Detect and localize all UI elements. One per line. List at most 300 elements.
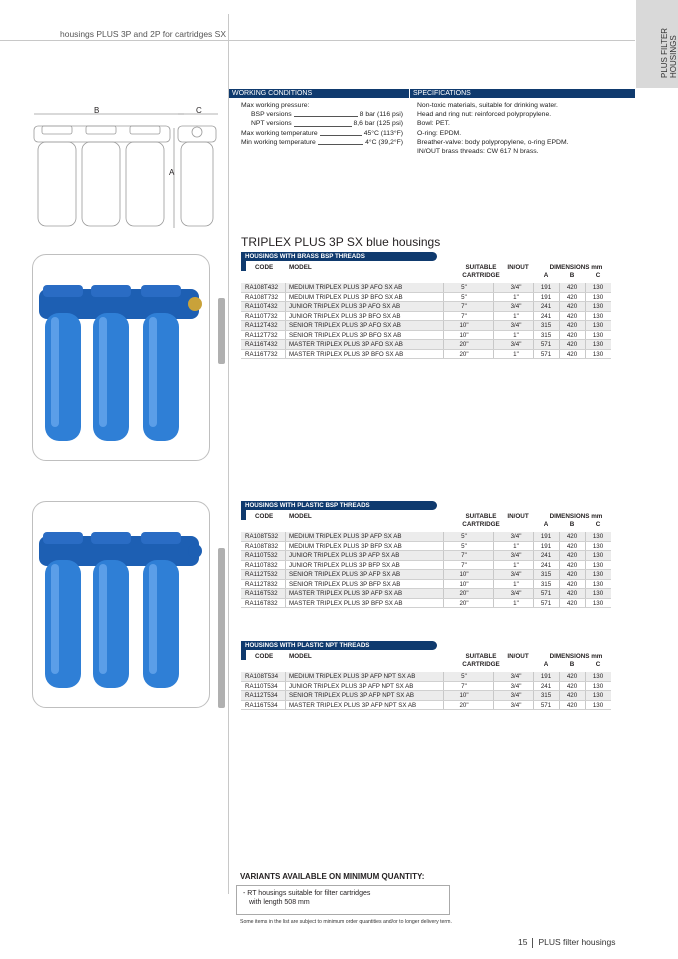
cell-separator <box>585 691 586 700</box>
cell-cartridge: 5" <box>461 284 467 291</box>
cell-dim-c: 130 <box>592 571 604 578</box>
variants-box <box>236 885 450 915</box>
col-code: CODE <box>255 513 274 520</box>
cell-separator <box>559 561 560 570</box>
col-b: B <box>569 521 575 528</box>
cell-separator <box>285 589 286 598</box>
variants-line1: - RT housings suitable for filter cartridges <box>243 890 371 897</box>
cell-dim-b: 420 <box>566 303 578 310</box>
cell-dim-c: 130 <box>592 552 604 559</box>
cell-model: SENIOR TRIPLEX PLUS 3P AFP SX AB <box>289 571 401 578</box>
col-code: CODE <box>255 264 274 271</box>
col-model: MODEL <box>289 264 312 271</box>
wc-line-1: BSP versions 8 bar (116 psi) <box>251 111 403 119</box>
column-divider <box>228 14 229 894</box>
cell-code: RA116T532 <box>245 590 278 597</box>
table-brass-bsp <box>241 252 611 359</box>
cell-code: RA116T534 <box>245 701 278 709</box>
cell-separator <box>285 691 286 700</box>
cell-inout: 1" <box>513 350 519 358</box>
spec-line: Bowl: PET. <box>417 120 450 128</box>
cell-dim-b: 420 <box>566 284 578 291</box>
col-cartridge-1: SUITABLE <box>465 653 497 660</box>
cell-dim-c: 130 <box>592 341 604 348</box>
table-row <box>241 589 611 599</box>
spec-line: Head and ring nut: reinforced polypropylene. <box>417 111 552 119</box>
cell-separator <box>285 599 286 608</box>
cell-model: MEDIUM TRIPLEX PLUS 3P AFP NPT SX AB <box>289 673 416 680</box>
cell-model: JUNIOR TRIPLEX PLUS 3P BFP SX AB <box>289 561 400 569</box>
cell-separator <box>493 589 494 598</box>
variants-line2: with length 508 mm <box>249 898 310 906</box>
col-a: A <box>543 521 549 528</box>
cell-cartridge: 20" <box>459 350 469 358</box>
cell-model: MASTER TRIPLEX PLUS 3P BFP SX AB <box>289 599 403 607</box>
table-row <box>241 293 611 303</box>
cell-dim-c: 130 <box>592 350 604 358</box>
cell-dim-c: 130 <box>592 284 604 291</box>
cell-separator <box>443 691 444 700</box>
table-row <box>241 312 611 322</box>
cell-separator <box>285 580 286 589</box>
cell-separator <box>533 321 534 330</box>
cell-separator <box>285 672 286 681</box>
col-cartridge-2: CARTRIDGE <box>462 521 500 528</box>
cell-inout: 3/4" <box>510 701 522 709</box>
triplex-housing-illustration <box>33 255 209 460</box>
cell-model: MASTER TRIPLEX PLUS 3P AFP NPT SX AB <box>289 701 417 709</box>
cell-separator <box>533 561 534 570</box>
cell-dim-b: 420 <box>566 692 578 699</box>
cell-separator <box>443 312 444 321</box>
col-c: C <box>595 521 601 528</box>
cell-cartridge: 7" <box>461 303 467 310</box>
cell-dim-b: 420 <box>566 590 578 597</box>
cell-inout: 1" <box>513 331 519 339</box>
cell-dim-c: 130 <box>592 599 604 607</box>
cell-model: SENIOR TRIPLEX PLUS 3P AFO SX AB <box>289 322 401 329</box>
page-number: 15 <box>518 937 528 947</box>
col-model: MODEL <box>289 513 312 520</box>
cell-inout: 3/4" <box>510 571 522 578</box>
cell-dim-c: 130 <box>592 580 604 588</box>
cell-separator <box>493 312 494 321</box>
cell-model: JUNIOR TRIPLEX PLUS 3P AFO SX AB <box>289 303 401 310</box>
col-b: B <box>569 272 575 279</box>
cell-separator <box>285 283 286 292</box>
spec-line: Non-toxic materials, suitable for drinking water. <box>417 102 558 109</box>
cell-code: RA110T534 <box>245 682 278 690</box>
cell-separator <box>285 302 286 311</box>
cell-separator <box>585 283 586 292</box>
cell-separator <box>585 589 586 598</box>
cell-dim-b: 420 <box>566 673 578 680</box>
col-inout: IN/OUT <box>507 513 529 520</box>
col-cartridge-2: CARTRIDGE <box>462 272 500 279</box>
cell-separator <box>585 570 586 579</box>
cell-separator <box>559 570 560 579</box>
table-row <box>241 682 611 692</box>
cell-inout: 1" <box>513 293 519 301</box>
cell-model: MEDIUM TRIPLEX PLUS 3P AFP SX AB <box>289 533 402 540</box>
cell-dim-c: 130 <box>592 561 604 569</box>
table-row <box>241 532 611 542</box>
cell-separator <box>533 682 534 691</box>
footer-section: PLUS filter housings <box>538 937 616 947</box>
header-divider <box>0 40 635 41</box>
cell-dim-a: 241 <box>540 312 552 320</box>
table-row <box>241 340 611 350</box>
cell-separator <box>585 321 586 330</box>
side-tab-line2: HOUSINGS <box>669 35 678 78</box>
table-row <box>241 701 611 711</box>
cell-separator <box>533 570 534 579</box>
cell-dim-b: 420 <box>566 561 578 569</box>
cell-model: JUNIOR TRIPLEX PLUS 3P BFO SX AB <box>289 312 401 320</box>
cell-separator <box>493 551 494 560</box>
cell-separator <box>559 691 560 700</box>
cell-code: RA112T732 <box>245 331 278 339</box>
cell-dim-c: 130 <box>592 692 604 699</box>
table-row <box>241 570 611 580</box>
cell-dim-b: 420 <box>566 341 578 348</box>
cell-dim-a: 191 <box>540 533 552 540</box>
cell-separator <box>559 532 560 541</box>
cell-dim-b: 420 <box>566 580 578 588</box>
spec-line: Breather-valve: body polypropylene, o-ring EPDM. <box>417 138 569 146</box>
cell-dim-a: 241 <box>540 561 552 569</box>
cell-model: JUNIOR TRIPLEX PLUS 3P AFP SX AB <box>289 552 400 559</box>
cell-model: JUNIOR TRIPLEX PLUS 3P AFP NPT SX AB <box>289 682 414 690</box>
cell-dim-b: 420 <box>566 331 578 339</box>
cell-separator <box>443 672 444 681</box>
cell-dim-a: 241 <box>540 682 552 690</box>
cell-separator <box>285 293 286 302</box>
cell-code: RA108T832 <box>245 542 279 550</box>
cell-code: RA110T732 <box>245 312 278 320</box>
cell-separator <box>585 542 586 551</box>
cell-separator <box>533 691 534 700</box>
cell-separator <box>443 302 444 311</box>
table-plastic-bsp <box>241 501 611 608</box>
cell-dim-c: 130 <box>592 322 604 329</box>
cell-separator <box>533 580 534 589</box>
photo-scroll-handle <box>218 548 225 708</box>
side-tab-label <box>660 2 678 78</box>
cell-code: RA116T432 <box>245 341 278 348</box>
col-a: A <box>543 272 549 279</box>
cell-dim-c: 130 <box>592 331 604 339</box>
cell-separator <box>493 293 494 302</box>
cell-separator <box>443 561 444 570</box>
cell-dim-c: 130 <box>592 293 604 301</box>
cell-inout: 3/4" <box>510 590 522 597</box>
cell-dim-c: 130 <box>592 542 604 550</box>
cell-cartridge: 20" <box>459 599 469 607</box>
cell-dim-a: 571 <box>540 599 552 607</box>
cell-dim-a: 191 <box>540 293 552 301</box>
cell-separator <box>533 551 534 560</box>
cell-separator <box>285 570 286 579</box>
cell-code: RA112T832 <box>245 580 278 588</box>
specifications-list <box>417 101 569 156</box>
cell-separator <box>559 589 560 598</box>
cell-separator <box>443 542 444 551</box>
cell-code: RA116T732 <box>245 350 278 358</box>
cell-separator <box>585 580 586 589</box>
cell-dim-a: 315 <box>540 580 552 588</box>
cell-model: SENIOR TRIPLEX PLUS 3P BFO SX AB <box>289 331 402 339</box>
cell-separator <box>443 551 444 560</box>
cell-separator <box>585 672 586 681</box>
cell-separator <box>493 682 494 691</box>
table-column-headers <box>241 650 611 672</box>
cell-inout: 1" <box>513 542 519 550</box>
table-row <box>241 551 611 561</box>
cell-separator <box>285 701 286 710</box>
cell-dim-b: 420 <box>566 552 578 559</box>
table-title: HOUSINGS WITH BRASS BSP THREADS <box>241 252 437 261</box>
cell-dim-a: 571 <box>540 341 552 348</box>
cell-separator <box>585 682 586 691</box>
cell-separator <box>533 312 534 321</box>
cell-separator <box>559 551 560 560</box>
cell-separator <box>585 331 586 340</box>
cell-separator <box>285 312 286 321</box>
cell-cartridge: 5" <box>461 533 467 540</box>
col-dimensions: DIMENSIONS mm <box>549 653 603 660</box>
cell-separator <box>585 561 586 570</box>
cell-separator <box>285 350 286 359</box>
cell-model: MEDIUM TRIPLEX PLUS 3P AFO SX AB <box>289 284 403 291</box>
cell-inout: 1" <box>513 312 519 320</box>
table-plastic-npt <box>241 641 611 710</box>
cell-separator <box>443 682 444 691</box>
cell-dim-c: 130 <box>592 673 604 680</box>
cell-separator <box>493 302 494 311</box>
cell-separator <box>533 293 534 302</box>
cell-separator <box>285 561 286 570</box>
cell-code: RA108T532 <box>245 533 279 540</box>
cell-separator <box>493 283 494 292</box>
cell-model: MASTER TRIPLEX PLUS 3P AFP SX AB <box>289 590 403 597</box>
cell-separator <box>533 701 534 710</box>
product-photo-frame <box>32 501 210 708</box>
cell-dim-b: 420 <box>566 599 578 607</box>
col-c: C <box>595 661 601 668</box>
cell-inout: 3/4" <box>510 303 522 310</box>
cell-cartridge: 7" <box>461 552 467 559</box>
specifications-heading: SPECIFICATIONS <box>410 89 635 98</box>
cell-separator <box>493 672 494 681</box>
table-row <box>241 302 611 312</box>
cell-separator <box>559 672 560 681</box>
cell-separator <box>585 599 586 608</box>
cell-inout: 3/4" <box>510 533 522 540</box>
cell-separator <box>533 302 534 311</box>
cell-dim-c: 130 <box>592 312 604 320</box>
cell-dim-a: 191 <box>540 284 552 291</box>
wc-line-3: Max working temperature 45°C (113°F) <box>241 129 403 137</box>
cell-dim-a: 191 <box>540 542 552 550</box>
col-b: B <box>569 661 575 668</box>
cell-dim-b: 420 <box>566 312 578 320</box>
cell-inout: 3/4" <box>510 692 522 699</box>
table-title: HOUSINGS WITH PLASTIC NPT THREADS <box>241 641 437 650</box>
cell-inout: 3/4" <box>510 552 522 559</box>
cell-cartridge: 7" <box>461 561 467 569</box>
cell-separator <box>493 542 494 551</box>
cell-separator <box>493 599 494 608</box>
col-cartridge-2: CARTRIDGE <box>462 661 500 668</box>
cell-cartridge: 20" <box>459 341 469 348</box>
cell-model: SENIOR TRIPLEX PLUS 3P AFP NPT SX AB <box>289 692 415 699</box>
cell-separator <box>559 340 560 349</box>
cell-separator <box>285 340 286 349</box>
table-row <box>241 283 611 293</box>
cell-dim-a: 241 <box>540 303 552 310</box>
cell-separator <box>585 350 586 359</box>
cell-dim-c: 130 <box>592 533 604 540</box>
table-row <box>241 542 611 552</box>
cell-separator <box>559 302 560 311</box>
dim-label-b: B <box>94 106 100 115</box>
cell-cartridge: 20" <box>459 701 469 709</box>
cell-separator <box>559 312 560 321</box>
footer-separator <box>532 938 533 948</box>
cell-dim-c: 130 <box>592 701 604 709</box>
cell-separator <box>533 283 534 292</box>
working-conditions-list <box>241 101 403 147</box>
cell-separator <box>285 542 286 551</box>
cell-separator <box>559 283 560 292</box>
cell-dim-a: 571 <box>540 350 552 358</box>
col-dimensions: DIMENSIONS mm <box>549 264 603 271</box>
cell-separator <box>585 302 586 311</box>
cell-dim-b: 420 <box>566 322 578 329</box>
cell-separator <box>585 340 586 349</box>
dimension-diagram <box>28 100 228 230</box>
cell-separator <box>559 682 560 691</box>
cell-separator <box>559 331 560 340</box>
cell-dim-b: 420 <box>566 542 578 550</box>
cell-separator <box>533 672 534 681</box>
product-photo-frame <box>32 254 210 461</box>
table-row <box>241 580 611 590</box>
cell-separator <box>443 293 444 302</box>
cell-separator <box>493 532 494 541</box>
cell-separator <box>559 321 560 330</box>
col-inout: IN/OUT <box>507 653 529 660</box>
cell-code: RA112T432 <box>245 322 278 329</box>
cell-separator <box>559 542 560 551</box>
table-column-headers <box>241 261 611 283</box>
cell-separator <box>285 532 286 541</box>
col-c: C <box>595 272 601 279</box>
footnote: Some items in the list are subject to minimum order quantities and/or to longer delivery term. <box>240 919 452 925</box>
wc-line-0: Max working pressure: <box>241 102 310 109</box>
cell-dim-a: 571 <box>540 590 552 597</box>
cell-dim-a: 571 <box>540 701 552 709</box>
col-code: CODE <box>255 653 274 660</box>
cell-inout: 3/4" <box>510 322 522 329</box>
side-tab-line1: PLUS FILTER <box>660 27 669 78</box>
col-cartridge-1: SUITABLE <box>465 513 497 520</box>
cell-separator <box>285 682 286 691</box>
cell-separator <box>443 599 444 608</box>
cell-code: RA112T532 <box>245 571 278 578</box>
cell-inout: 3/4" <box>510 341 522 348</box>
cell-inout: 1" <box>513 599 519 607</box>
cell-separator <box>533 589 534 598</box>
cell-separator <box>493 691 494 700</box>
cell-separator <box>533 542 534 551</box>
cell-cartridge: 10" <box>459 580 469 588</box>
cell-code: RA108T534 <box>245 673 279 680</box>
cell-dim-c: 130 <box>592 303 604 310</box>
cell-code: RA112T534 <box>245 692 278 699</box>
cell-separator <box>443 340 444 349</box>
table-row <box>241 331 611 341</box>
col-cartridge-1: SUITABLE <box>465 264 497 271</box>
cell-separator <box>585 532 586 541</box>
cell-inout: 3/4" <box>510 682 522 690</box>
cell-dim-b: 420 <box>566 350 578 358</box>
cell-code: RA116T832 <box>245 599 278 607</box>
table-row <box>241 599 611 609</box>
cell-cartridge: 10" <box>459 692 469 699</box>
cell-dim-a: 191 <box>540 673 552 680</box>
cell-inout: 1" <box>513 561 519 569</box>
cell-separator <box>443 331 444 340</box>
wc-line-2: NPT versions 8,6 bar (125 psi) <box>251 120 403 128</box>
cell-separator <box>533 532 534 541</box>
cell-cartridge: 10" <box>459 571 469 578</box>
cell-separator <box>443 701 444 710</box>
cell-inout: 3/4" <box>510 284 522 291</box>
cell-separator <box>559 599 560 608</box>
cell-dim-b: 420 <box>566 682 578 690</box>
triplex-housing-illustration <box>33 502 209 707</box>
cell-separator <box>585 551 586 560</box>
dim-label-a: A <box>169 168 175 177</box>
variants-title: VARIANTS AVAILABLE ON MINIMUM QUANTITY: <box>240 872 425 881</box>
cell-code: RA108T732 <box>245 293 279 301</box>
cell-dim-c: 130 <box>592 590 604 597</box>
cell-dim-b: 420 <box>566 293 578 301</box>
cell-separator <box>443 321 444 330</box>
cell-model: MASTER TRIPLEX PLUS 3P BFO SX AB <box>289 350 404 358</box>
table-row <box>241 350 611 360</box>
cell-dim-b: 420 <box>566 571 578 578</box>
cell-separator <box>493 321 494 330</box>
cell-code: RA110T832 <box>245 561 278 569</box>
side-tab <box>636 0 678 88</box>
cell-model: MEDIUM TRIPLEX PLUS 3P BFP SX AB <box>289 542 402 550</box>
cell-separator <box>493 570 494 579</box>
cell-separator <box>533 340 534 349</box>
cell-dim-a: 315 <box>540 322 552 329</box>
cell-cartridge: 5" <box>461 293 467 301</box>
cell-separator <box>443 580 444 589</box>
cell-separator <box>493 561 494 570</box>
cell-separator <box>533 599 534 608</box>
document-header-title: housings PLUS 3P and 2P for cartridges SX <box>60 29 227 39</box>
cell-separator <box>285 331 286 340</box>
table-row <box>241 321 611 331</box>
section-title: TRIPLEX PLUS 3P SX blue housings <box>241 235 441 249</box>
col-dimensions: DIMENSIONS mm <box>549 513 603 520</box>
